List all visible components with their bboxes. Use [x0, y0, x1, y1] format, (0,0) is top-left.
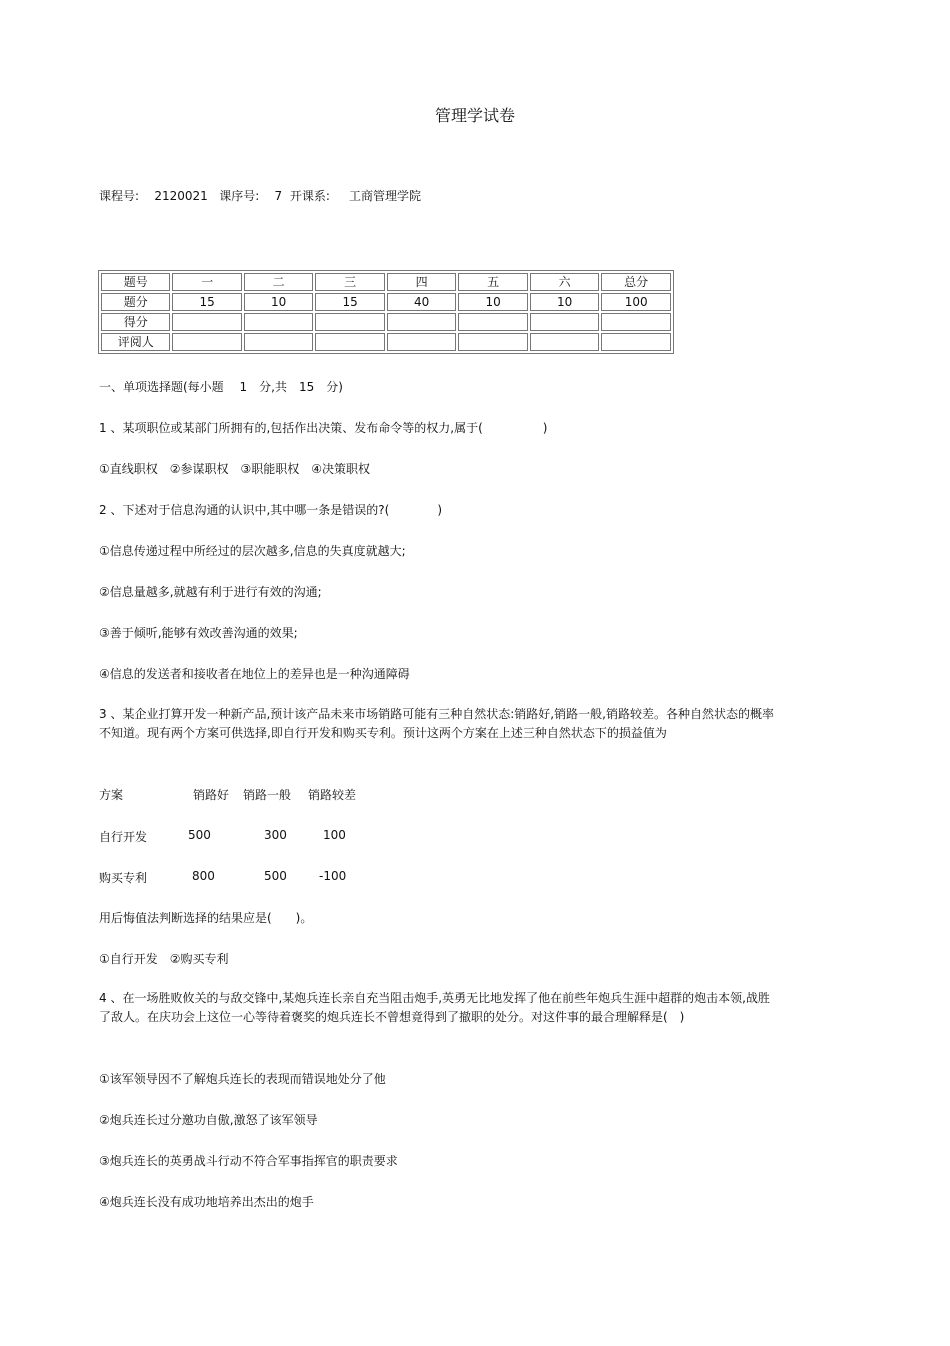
question-3-question: 用后悔值法判断选择的结果应是( )。 [99, 911, 313, 925]
score-cell: 二 [244, 273, 313, 291]
score-cell: 题号 [101, 273, 170, 291]
course-info [99, 187, 421, 204]
reviewer-input-cell[interactable] [387, 333, 456, 351]
payoff-row-label: 自行开发 [99, 830, 148, 844]
payoff-value: 500 [188, 828, 211, 842]
score-cell: 一 [172, 273, 241, 291]
section-heading: 一、单项选择题(每小题 1 分,共 15 分) [99, 380, 343, 394]
question-3-options: ①自行开发 ②购买专利 [99, 952, 229, 966]
question-4-stem: 4 、在一场胜败攸关的与敌交锋中,某炮兵连长亲自充当阻击炮手,英勇无比地发挥了他在前些年炮兵生涯中超群的炮击本领,战胜了敌人。在庆功会上这位一心等待着褒奖的炮兵连长不曾想竟得到了撤职的处分。对这件事的最合理解释是( ) [99, 991, 770, 1024]
score-input-cell[interactable] [530, 313, 599, 331]
payoff-value: 300 [264, 828, 287, 842]
score-cell: 三 [315, 273, 384, 291]
course-dept: 工商管理学院 [348, 189, 421, 203]
payoff-row-label: 购买专利 [99, 871, 148, 885]
score-cell: 评阅人 [101, 333, 170, 351]
question-1-options: ①直线职权 ②参谋职权 ③职能职权 ④决策职权 [99, 462, 371, 476]
question-2-stem: 2 、下述对于信息沟通的认识中,其中哪一条是错误的?( ) [99, 503, 442, 517]
score-input-cell[interactable] [244, 313, 313, 331]
question-4-option-1: ①该军领导因不了解炮兵连长的表现而错误地处分了他 [99, 1072, 386, 1086]
score-input-cell[interactable] [601, 313, 671, 331]
question-4-option-3: ③炮兵连长的英勇战斗行动不符合军事指挥官的职责要求 [99, 1154, 398, 1168]
score-cell: 五 [458, 273, 527, 291]
question-2-option-3: ③善于倾听,能够有效改善沟通的效果; [99, 626, 298, 640]
question-2-option-2: ②信息量越多,就越有利于进行有效的沟通; [99, 585, 322, 599]
score-input-cell[interactable] [172, 313, 241, 331]
score-table-row [101, 313, 671, 331]
score-cell: 10 [244, 293, 313, 311]
score-input-cell[interactable] [458, 313, 527, 331]
reviewer-input-cell[interactable] [172, 333, 241, 351]
course-dept-label: 开课系: [289, 189, 330, 203]
score-cell: 总分 [601, 273, 671, 291]
reviewer-input-cell[interactable] [244, 333, 313, 351]
course-seq-label: 课序号: [219, 189, 260, 203]
score-table-row [101, 333, 671, 351]
reviewer-input-cell[interactable] [601, 333, 671, 351]
payoff-value: 500 [264, 869, 287, 883]
payoff-header-good: 销路好 [193, 788, 230, 802]
question-3-stem: 3 、某企业打算开发一种新产品,预计该产品未来市场销路可能有三种自然状态:销路好,销路一般,销路较差。各种自然状态的概率不知道。现有两个方案可供选择,即自行开发和购买专利。预计这两个方案在上述三种自然状态下的损益值为 [99, 707, 774, 740]
score-cell: 10 [458, 293, 527, 311]
score-cell: 15 [315, 293, 384, 311]
reviewer-input-cell[interactable] [458, 333, 527, 351]
page-title: 管理学试卷 [434, 106, 515, 125]
score-table [98, 270, 674, 354]
payoff-header-poor: 销路较差 [308, 788, 357, 802]
score-cell: 10 [530, 293, 599, 311]
course-code-label: 课程号: [99, 189, 140, 203]
payoff-header-plan: 方案 [99, 788, 124, 802]
score-cell: 100 [601, 293, 671, 311]
score-input-cell[interactable] [387, 313, 456, 331]
payoff-value: 100 [323, 828, 346, 842]
reviewer-input-cell[interactable] [530, 333, 599, 351]
score-cell: 40 [387, 293, 456, 311]
reviewer-input-cell[interactable] [315, 333, 384, 351]
course-code: 2120021 [154, 189, 208, 203]
question-2-option-4: ④信息的发送者和接收者在地位上的差异也是一种沟通障碍 [99, 667, 410, 681]
question-2-option-1: ①信息传递过程中所经过的层次越多,信息的失真度就越大; [99, 544, 406, 558]
course-seq: 7 [274, 189, 283, 203]
score-cell: 题分 [101, 293, 170, 311]
score-input-cell[interactable] [315, 313, 384, 331]
payoff-header-normal: 销路一般 [243, 788, 292, 802]
payoff-value: 800 [192, 869, 215, 883]
score-cell: 15 [172, 293, 241, 311]
score-cell: 四 [387, 273, 456, 291]
payoff-value: -100 [319, 869, 347, 883]
question-4-option-4: ④炮兵连长没有成功地培养出杰出的炮手 [99, 1195, 314, 1209]
score-table-row [101, 293, 671, 311]
question-1-stem: 1 、某项职位或某部门所拥有的,包括作出决策、发布命令等的权力,属于( ) [99, 421, 548, 435]
score-cell: 得分 [101, 313, 170, 331]
score-cell: 六 [530, 273, 599, 291]
score-table-row [101, 273, 671, 291]
question-4-option-2: ②炮兵连长过分邀功自傲,激怒了该军领导 [99, 1113, 318, 1127]
